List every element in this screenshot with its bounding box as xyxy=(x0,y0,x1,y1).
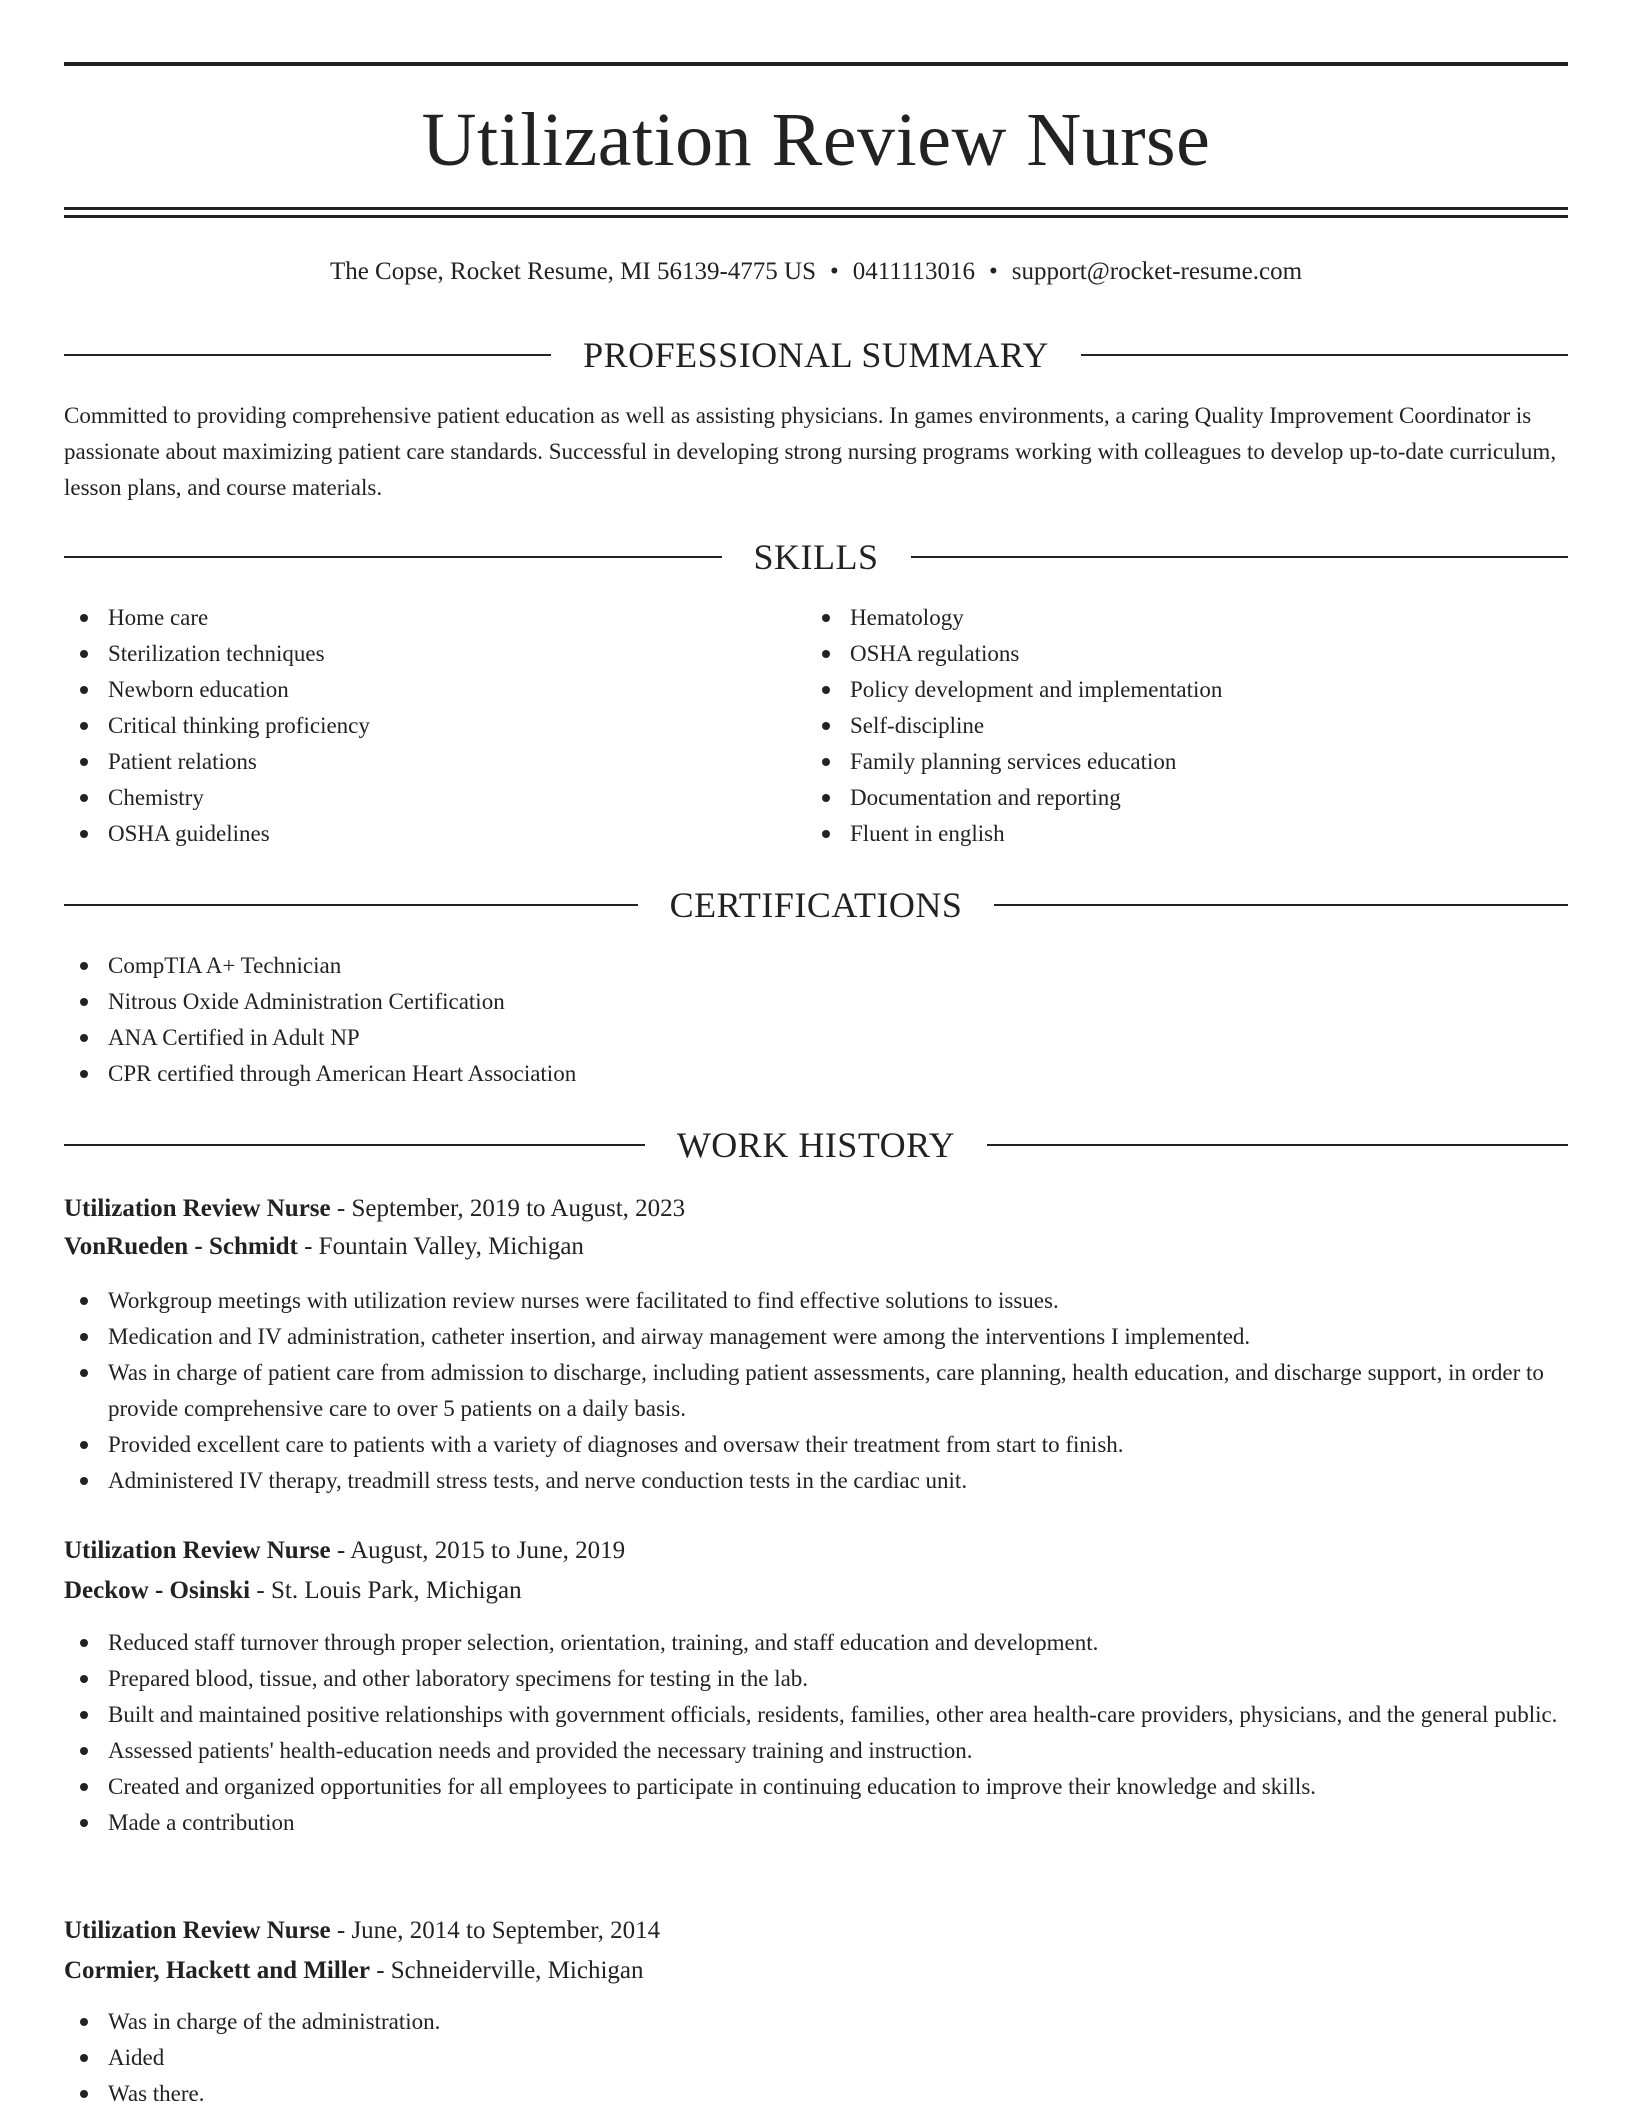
bullet-icon xyxy=(80,2054,88,2062)
heading-rule-right xyxy=(987,1144,1568,1146)
contact-address: The Copse, Rocket Resume, MI 56139-4775 US xyxy=(329,258,816,285)
job-title-line xyxy=(64,1911,1568,1951)
job-bullet: Administered IV therapy, treadmill stress tests, and nerve conduction tests in the cardiac unit. xyxy=(64,1463,1568,1499)
job-bullet: Aided xyxy=(64,2040,1568,2076)
job-title: Utilization Review Nurse xyxy=(64,1917,331,1944)
skill-item: Patient relations xyxy=(64,744,804,780)
job-bullet: Was there. xyxy=(64,2076,1568,2112)
section-title-summary: PROFESSIONAL SUMMARY xyxy=(583,335,1049,375)
bullet-icon xyxy=(80,1297,88,1305)
heading-rule-right xyxy=(1081,354,1568,356)
certifications-list xyxy=(64,948,1568,1092)
section-heading-skills xyxy=(64,535,1568,579)
bullet-icon xyxy=(80,998,88,1006)
job-bullet: Reduced staff turnover through proper selection, orientation, training, and staff education and development. xyxy=(64,1625,1568,1661)
contact-phone: 0411113016 xyxy=(852,258,975,285)
job-title-line xyxy=(64,1531,1568,1571)
job-dates: - August, 2015 to June, 2019 xyxy=(330,1537,626,1564)
bullet-icon xyxy=(80,1333,88,1341)
skill-item: OSHA regulations xyxy=(806,636,1566,672)
skill-item: Chemistry xyxy=(64,780,804,816)
heading-rule-left xyxy=(64,904,638,906)
contact-separator: • xyxy=(830,258,839,285)
job-bullet: Made a contribution xyxy=(64,1805,1568,1841)
job-location: - St. Louis Park, Michigan xyxy=(250,1577,522,1604)
skill-item: Policy development and implementation xyxy=(806,672,1566,708)
job-title: Utilization Review Nurse xyxy=(64,1195,331,1222)
bullet-icon xyxy=(80,1441,88,1449)
section-title-certifications: CERTIFICATIONS xyxy=(669,885,963,925)
bullet-icon xyxy=(80,2090,88,2098)
bullet-icon xyxy=(80,686,88,694)
certification-item: CPR certified through American Heart Association xyxy=(64,1056,1568,1092)
bullet-icon xyxy=(822,614,830,622)
job-bullets xyxy=(64,1625,1568,1841)
certification-item: ANA Certified in Adult NP xyxy=(64,1020,1568,1056)
job-bullet: Provided excellent care to patients with a variety of diagnoses and oversaw their treatment from start to finish. xyxy=(64,1427,1568,1463)
job-title-line xyxy=(64,1189,1568,1229)
bullet-icon xyxy=(80,1711,88,1719)
skill-item: Self-discipline xyxy=(806,708,1566,744)
section-title-skills: SKILLS xyxy=(753,537,879,577)
bullet-icon xyxy=(80,1477,88,1485)
bullet-icon xyxy=(822,794,830,802)
bullet-icon xyxy=(80,1639,88,1647)
bullet-icon xyxy=(822,722,830,730)
bullet-icon xyxy=(822,686,830,694)
job-bullets xyxy=(64,1283,1568,1499)
bullet-icon xyxy=(80,1819,88,1827)
job-title: Utilization Review Nurse xyxy=(64,1537,331,1564)
job-bullets xyxy=(64,2004,1568,2112)
resume-name: Utilization Review Nurse xyxy=(421,98,1211,182)
job-bullet: Was in charge of patient care from admission to discharge, including patient assessments, care planning, health education, and discharge support, in order to provide comprehensive care to over 5 patients on a daily basis. xyxy=(64,1355,1568,1427)
job-company-line xyxy=(64,1227,1568,1267)
job-company: Cormier, Hackett and Miller xyxy=(64,1957,370,1984)
bullet-icon xyxy=(80,962,88,970)
bullet-icon xyxy=(80,650,88,658)
bullet-icon xyxy=(80,2018,88,2026)
skill-item: Fluent in english xyxy=(806,816,1566,852)
skill-item: Critical thinking proficiency xyxy=(64,708,804,744)
job-company-line xyxy=(64,1951,1568,1991)
bullet-icon xyxy=(80,758,88,766)
job-bullet: Built and maintained positive relationships with government officials, residents, families, other area health-care providers, physicians, and the general public. xyxy=(64,1697,1568,1733)
job-company-line xyxy=(64,1571,1568,1611)
bullet-icon xyxy=(822,650,830,658)
section-title-work-history: WORK HISTORY xyxy=(676,1125,956,1165)
summary-paragraph: Committed to providing comprehensive patient education as well as assisting physicians. In games environments, a caring Quality Improvement Coordinator is passionate about maximizing patient care standards. Successful in developing strong nursing programs working with colleagues to develop up-to-date curriculum, lesson plans, and course materials. xyxy=(64,403,1557,500)
skills-list-left xyxy=(64,600,804,852)
skill-item: Documentation and reporting xyxy=(806,780,1566,816)
job-bullet: Assessed patients' health-education needs and provided the necessary training and instruction. xyxy=(64,1733,1568,1769)
heading-rule-left xyxy=(64,1144,645,1146)
header-double-rule-upper xyxy=(64,207,1568,210)
job-location: - Schneiderville, Michigan xyxy=(369,1957,644,1984)
job-bullet: Medication and IV administration, catheter insertion, and airway management were among the interventions I implemented. xyxy=(64,1319,1568,1355)
bullet-icon xyxy=(822,830,830,838)
bullet-icon xyxy=(822,758,830,766)
job-bullet: Created and organized opportunities for all employees to participate in continuing education to improve their knowledge and skills. xyxy=(64,1769,1568,1805)
job-company: VonRueden - Schmidt xyxy=(64,1233,298,1260)
bullet-icon xyxy=(80,794,88,802)
heading-rule-left xyxy=(64,354,551,356)
skill-item: Hematology xyxy=(806,600,1566,636)
job-location: - Fountain Valley, Michigan xyxy=(297,1233,584,1260)
job-bullet: Workgroup meetings with utilization review nurses were facilitated to find effective solutions to issues. xyxy=(64,1283,1568,1319)
skill-item: OSHA guidelines xyxy=(64,816,804,852)
bullet-icon xyxy=(80,1783,88,1791)
certification-item: Nitrous Oxide Administration Certification xyxy=(64,984,1568,1020)
header-double-rule-lower xyxy=(64,215,1568,218)
bullet-icon xyxy=(80,1034,88,1042)
bullet-icon xyxy=(80,1369,88,1377)
job-bullet: Prepared blood, tissue, and other laboratory specimens for testing in the lab. xyxy=(64,1661,1568,1697)
skills-list-right xyxy=(806,600,1566,852)
contact-line xyxy=(64,252,1568,292)
heading-rule-left xyxy=(64,556,722,558)
skill-item: Sterilization techniques xyxy=(64,636,804,672)
bullet-icon xyxy=(80,722,88,730)
bullet-icon xyxy=(80,830,88,838)
job-dates: - September, 2019 to August, 2023 xyxy=(330,1195,686,1222)
job-dates: - June, 2014 to September, 2014 xyxy=(330,1917,661,1944)
skill-item: Newborn education xyxy=(64,672,804,708)
header-top-rule xyxy=(64,62,1568,66)
section-heading-certifications xyxy=(64,883,1568,927)
certification-item: CompTIA A+ Technician xyxy=(64,948,1568,984)
heading-rule-right xyxy=(994,904,1568,906)
contact-email: support@rocket-resume.com xyxy=(1011,258,1303,285)
heading-rule-right xyxy=(911,556,1569,558)
job-company: Deckow - Osinski xyxy=(64,1577,251,1604)
skill-item: Home care xyxy=(64,600,804,636)
bullet-icon xyxy=(80,1675,88,1683)
section-heading-summary xyxy=(64,333,1568,377)
bullet-icon xyxy=(80,614,88,622)
section-heading-work-history xyxy=(64,1123,1568,1167)
contact-separator: • xyxy=(988,258,998,285)
skill-item: Family planning services education xyxy=(806,744,1566,780)
bullet-icon xyxy=(80,1070,88,1078)
bullet-icon xyxy=(80,1747,88,1755)
job-bullet: Was in charge of the administration. xyxy=(64,2004,1568,2040)
